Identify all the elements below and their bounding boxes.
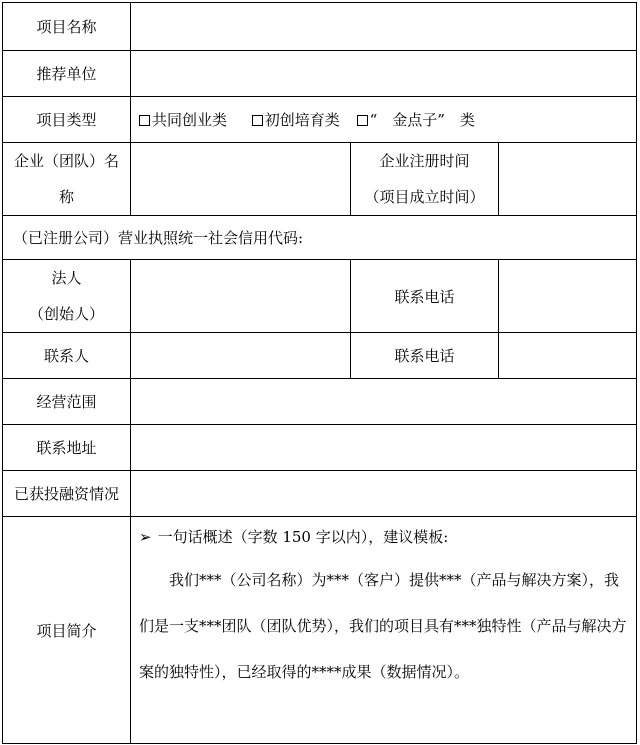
reg-time-label-line2: （项目成立时间）: [364, 188, 485, 206]
option-startup-incubation[interactable]: [252, 109, 340, 130]
checkbox-icon[interactable]: [139, 115, 150, 126]
intro-field[interactable]: [131, 517, 637, 744]
row-intro: [3, 517, 637, 744]
financing-label: 已获投融资情况: [3, 471, 131, 517]
row-project-type: [3, 97, 637, 143]
reg-time-label-line1: 企业注册时间: [379, 152, 470, 170]
option-cofounding[interactable]: [139, 109, 227, 130]
company-name-label-line1: 企业（团队）名: [13, 152, 119, 170]
project-application-form: [2, 2, 637, 744]
company-name-label: [3, 143, 131, 216]
arrow-bullet-icon: ➢: [139, 528, 152, 546]
legal-person-label: [3, 260, 131, 333]
recommender-label: 推荐单位: [3, 51, 131, 97]
project-name-field[interactable]: [131, 3, 637, 51]
legal-person-field[interactable]: [131, 260, 351, 333]
project-type-label: 项目类型: [3, 97, 131, 143]
credit-code-label: （已注册公司）营业执照统一社会信用代码:: [13, 229, 304, 247]
intro-heading-text: 一句话概述（字数 150 字以内），建议模板:: [157, 528, 449, 546]
intro-heading: [139, 525, 630, 549]
option-golden-idea-label: “ 金点子” 类: [369, 111, 475, 129]
option-cofounding-label: 共同创业类: [152, 111, 228, 129]
option-startup-incubation-label: 初创培育类: [264, 111, 340, 129]
address-label: 联系地址: [3, 425, 131, 471]
row-business-scope: [3, 379, 637, 425]
business-scope-label: 经营范围: [3, 379, 131, 425]
row-address: [3, 425, 637, 471]
legal-person-label-line1: 法人: [51, 269, 82, 287]
checkbox-icon[interactable]: [357, 115, 368, 126]
phone-label: 联系电话: [351, 260, 499, 333]
row-project-name: [3, 3, 637, 51]
contact-label: 联系人: [3, 333, 131, 379]
row-recommender: [3, 51, 637, 97]
row-credit-code: [3, 216, 637, 260]
option-golden-idea[interactable]: [357, 109, 475, 130]
row-legal-person: [3, 260, 637, 333]
company-name-field[interactable]: [131, 143, 351, 216]
row-contact: [3, 333, 637, 379]
financing-field[interactable]: [131, 471, 637, 517]
company-name-label-line2: 称: [58, 188, 74, 206]
contact-phone-field[interactable]: [499, 333, 637, 379]
project-type-options: [131, 97, 637, 143]
checkbox-icon[interactable]: [252, 115, 263, 126]
credit-code-field[interactable]: [3, 216, 637, 260]
intro-label: 项目简介: [3, 517, 131, 744]
business-scope-field[interactable]: [131, 379, 637, 425]
legal-person-label-line2: （创始人）: [28, 305, 104, 323]
recommender-field[interactable]: [131, 51, 637, 97]
reg-time-label: [351, 143, 499, 216]
project-name-label: 项目名称: [3, 3, 131, 51]
contact-field[interactable]: [131, 333, 351, 379]
row-company: [3, 143, 637, 216]
contact-phone-label: 联系电话: [351, 333, 499, 379]
reg-time-field[interactable]: [499, 143, 637, 216]
row-financing: [3, 471, 637, 517]
intro-template-text: 我们***（公司名称）为***（客户）提供***（产品与解决方案），我们是一支***团队（团队优势），我们的项目具有***独特性（产品与解决方案的独特性），已经取得的****成果（数据情况）。: [139, 571, 627, 681]
phone-field[interactable]: [499, 260, 637, 333]
address-field[interactable]: [131, 425, 637, 471]
